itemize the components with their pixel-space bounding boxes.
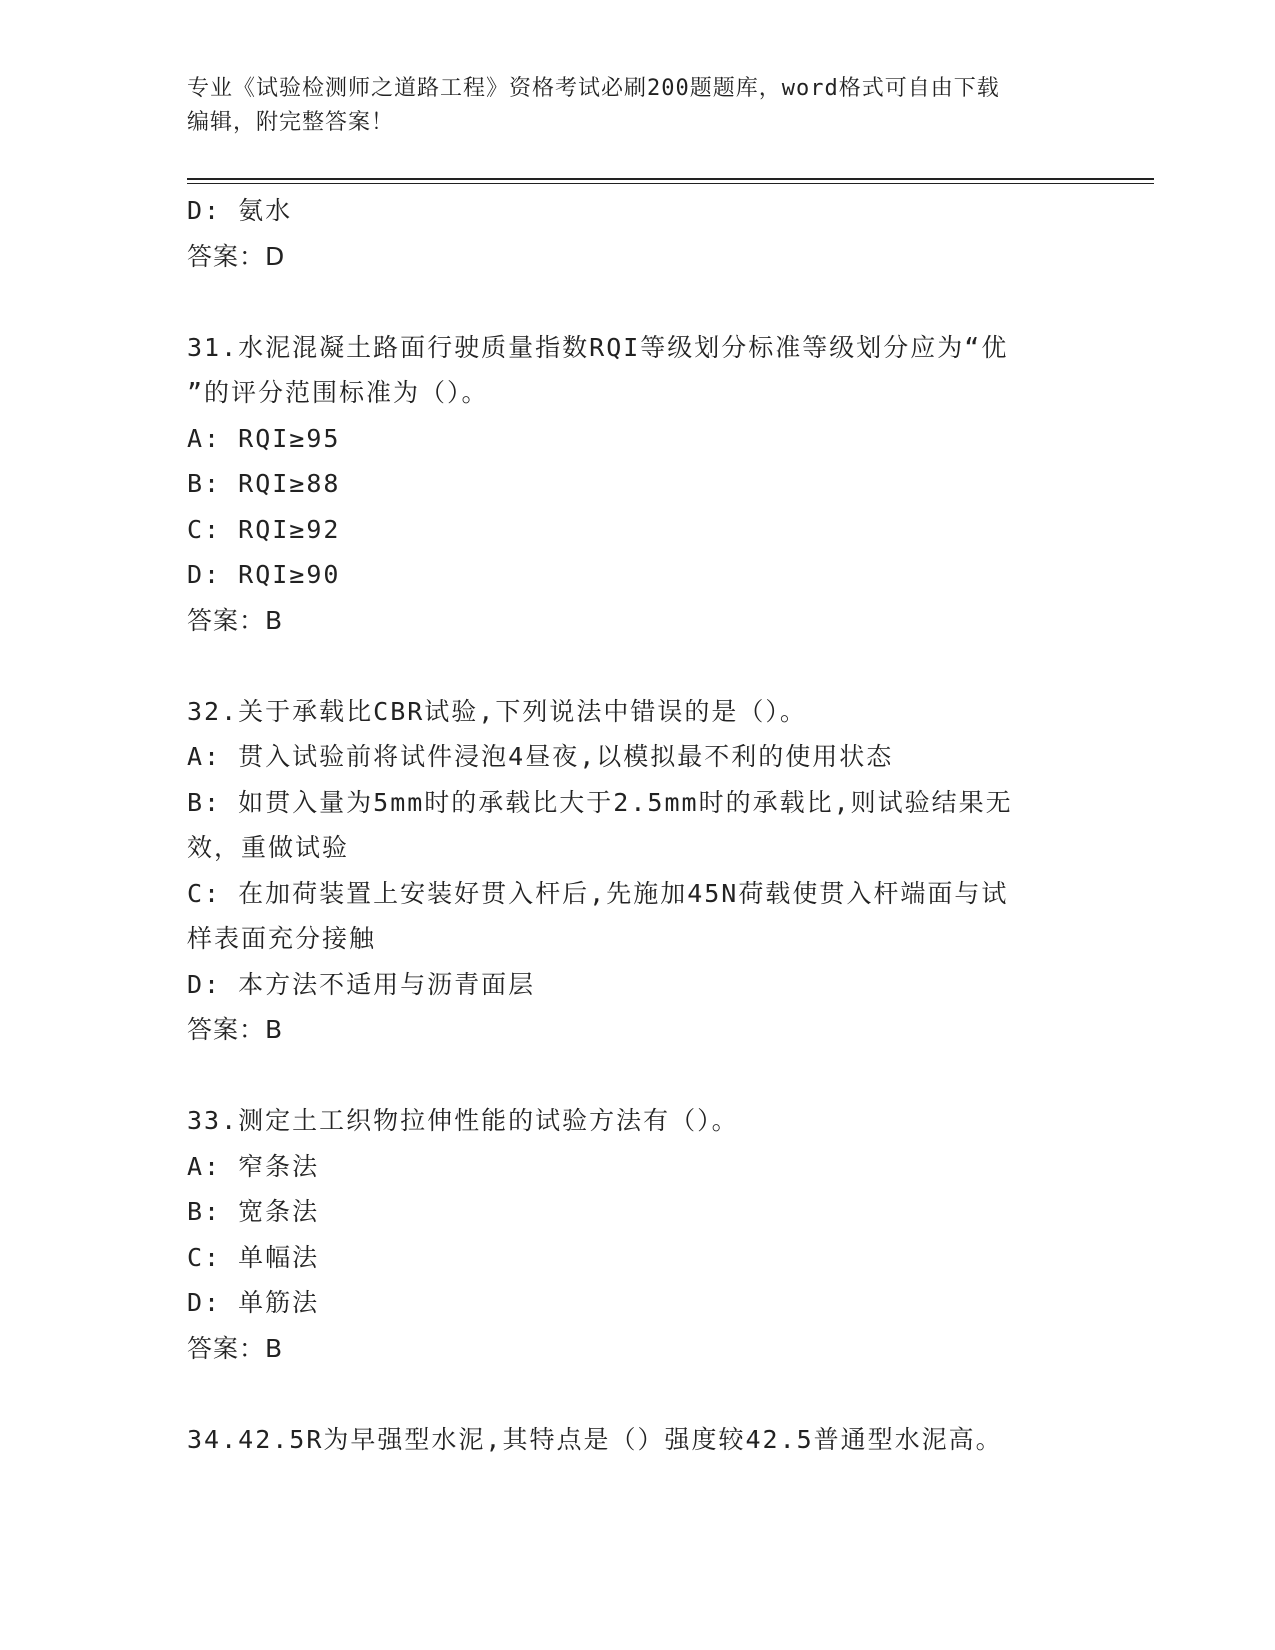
option-d: D: 氨水 — [187, 196, 293, 225]
spacer — [187, 279, 1087, 325]
answer: 答案：B — [187, 1333, 284, 1363]
question-text: 34.42.5R为早强型水泥,其特点是（）强度较42.5普通型水泥高。 — [187, 1424, 1003, 1454]
option-a: A: 窄条法 — [187, 1151, 320, 1181]
option-a: A: RQI≥95 — [187, 423, 341, 453]
option-a: A: 贯入试验前将试件浸泡4昼夜,以模拟最不利的使用状态 — [187, 742, 894, 771]
spacer — [187, 643, 1087, 689]
question-31 — [187, 325, 1087, 644]
question-33 — [187, 1098, 1087, 1371]
document-header — [187, 72, 1067, 140]
option-c: C: RQI≥92 — [187, 514, 341, 544]
answer: 答案：D — [187, 241, 286, 271]
question-32 — [187, 689, 1087, 1053]
question-30-tail — [187, 188, 1087, 279]
option-b-continued: 效，重做试验 — [187, 833, 350, 862]
question-34 — [187, 1417, 1087, 1463]
option-d: D: 本方法不适用与沥青面层 — [187, 969, 536, 999]
option-c: C: 在加荷装置上安装好贯入杆后,先施加45N荷载使贯入杆端面与试 — [187, 878, 1009, 908]
header-divider-thin — [187, 183, 1154, 184]
question-text-continued: ”的评分范围标准为（）。 — [187, 378, 489, 407]
option-d: D: 单筋法 — [187, 1288, 320, 1317]
option-b: B: RQI≥88 — [187, 469, 341, 498]
header-title-line-1: 专业《试验检测师之道路工程》资格考试必刷200题题库，word格式可自由下载 — [187, 76, 1000, 101]
option-c-continued: 样表面充分接触 — [187, 924, 377, 953]
option-b: B: 如贯入量为5mm时的承载比大于2.5mm时的承载比,则试验结果无 — [187, 787, 1013, 817]
question-text: 33.测定土工织物拉伸性能的试验方法有（）。 — [187, 1106, 739, 1135]
option-b: B: 宽条法 — [187, 1197, 320, 1226]
question-text: 32.关于承载比CBR试验,下列说法中错误的是（）。 — [187, 696, 807, 726]
header-divider-thick — [187, 178, 1154, 180]
spacer — [187, 1053, 1087, 1099]
option-c: C: 单幅法 — [187, 1242, 320, 1272]
spacer — [187, 1371, 1087, 1417]
question-text: 31.水泥混凝土路面行驶质量指数RQI等级划分标准等级划分应为“优 — [187, 332, 1009, 362]
answer: 答案：B — [187, 1015, 284, 1044]
header-title-line-2: 编辑，附完整答案！ — [187, 110, 395, 135]
document-body — [187, 188, 1087, 1462]
option-d: D: RQI≥90 — [187, 560, 341, 589]
answer: 答案：B — [187, 605, 284, 635]
